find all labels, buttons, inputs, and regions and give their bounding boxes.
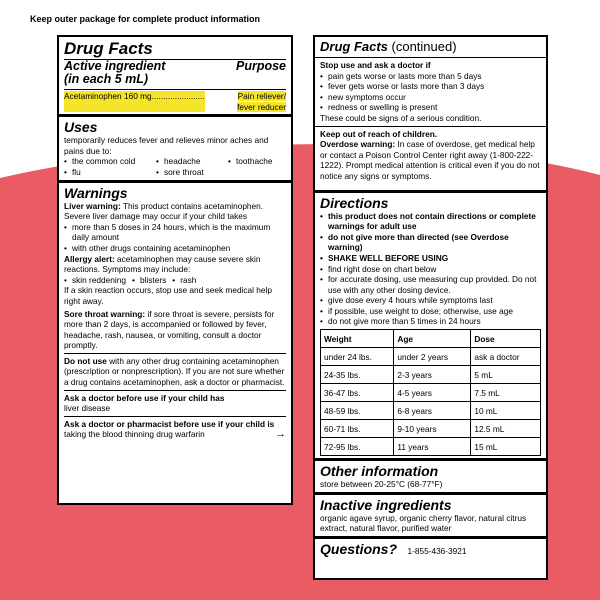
table-cell: 10 mL (471, 402, 541, 420)
drug-facts-panel-left (57, 35, 293, 505)
table-row (321, 420, 541, 438)
active-ingredient-section (59, 37, 291, 114)
purpose-heading: Purpose (235, 59, 286, 73)
questions-title: Questions? (320, 540, 398, 557)
table-cell: 15 mL (471, 438, 541, 456)
do-not-use-text: with any other drug containing acetaminophen (prescription or nonprescription). If you are not sure whether a drug contains acetaminophen, ask a doctor or pharmacist. (64, 355, 285, 388)
drug-facts-panel-right (313, 35, 548, 580)
table-cell: 12.5 mL (471, 420, 541, 438)
uses-item: • toothache (228, 156, 288, 167)
warnings-title: Warnings (64, 184, 128, 201)
table-cell: 4-5 years (394, 384, 471, 402)
directions-title: Directions (320, 194, 389, 211)
stop-use-item: • pain gets worse or lasts more than 5 days (320, 71, 541, 82)
table-cell: 2-3 years (394, 366, 471, 384)
uses-text: temporarily reduces fever and relieves minor aches and pains due to: (64, 135, 269, 156)
panel-title: Drug Facts (320, 39, 388, 54)
stop-use-item: • redness or swelling is present (320, 102, 541, 113)
sore-throat-text: if sore throat is severe, persists for more than 2 days, is accompanied or followed by fever, headache, rash, nausea, or vomiting, consult a doctor promptly. (64, 308, 275, 351)
active-ingredient-heading: Active ingredient (64, 59, 166, 73)
allergy-alert-text: acetaminophen may cause severe skin reactions. Symptoms may include: (64, 253, 261, 275)
do-not-use-section (64, 353, 286, 390)
ask-doctor-label: Ask a doctor before use if your child has (64, 392, 225, 403)
stop-use-after: These could be signs of a serious condition. (320, 112, 482, 123)
ingredient-text: Acetaminophen 160 mg....................... (64, 91, 205, 112)
uses-item: • flu (64, 167, 156, 178)
stop-use-label: Stop use and ask a doctor if (320, 60, 431, 70)
liver-bullet: • with other drugs containing acetaminophen (64, 243, 286, 254)
liver-warning-text: This product contains acetaminophen. Severe liver damage may occur if your child takes (64, 200, 264, 222)
table-cell: ask a doctor (471, 348, 541, 366)
table-row (321, 348, 541, 366)
sore-throat-label: Sore throat warning: (64, 308, 146, 319)
other-information-title: Other information (320, 463, 439, 480)
directions-item: • give dose every 4 hours while symptoms last (320, 295, 541, 306)
overdose-text: In case of overdose, get medical help or contact a Poison Control Center right away (1-800-222-1222). Prompt medical attention is critical even if you do not notice any signs or symptoms. (320, 139, 540, 181)
top-note: Keep outer package for complete product information (30, 14, 261, 24)
liver-warning-label: Liver warning: (64, 200, 121, 211)
directions-item: • if possible, use weight to dose; otherwise, use age (320, 306, 541, 317)
other-information-section (315, 458, 546, 492)
table-header: Dose (471, 330, 541, 348)
allergy-item: • rash (172, 275, 196, 286)
other-information-text: store between 20-25°C (68-77°F) (320, 479, 443, 490)
table-header-row (321, 330, 541, 348)
directions-item: • SHAKE WELL BEFORE USING (320, 253, 541, 264)
inactive-ingredients-text: organic agave syrup, organic cherry flavor, natural citrus extract, natural flavor, purified water (320, 512, 527, 534)
inactive-ingredients-section (315, 492, 546, 536)
uses-item: • headache (156, 156, 228, 167)
uses-item: • the common cold (64, 156, 156, 167)
directions-item: • for accurate dosing, use measuring cup provided. Do not use with any other dosing device. (320, 274, 541, 295)
ask-pharmacist-label: Ask a doctor or pharmacist before use if your child is (64, 418, 275, 429)
table-cell: 24-35 lbs. (321, 366, 394, 384)
directions-item: • do not give more than directed (see Overdose warning) (320, 232, 541, 253)
continued-header (315, 37, 546, 57)
table-cell: under 24 lbs. (321, 348, 394, 366)
overdose-label: Overdose warning: (320, 139, 396, 150)
ask-pharmacist-text: taking the blood thinning drug warfarin (64, 429, 205, 440)
purpose-line-1: Pain reliever/ (237, 91, 286, 101)
directions-section (315, 190, 546, 459)
table-row (321, 402, 541, 420)
table-cell: 5 mL (471, 366, 541, 384)
purpose-line-2: fever reducer (237, 101, 286, 112)
allergy-item: • skin reddening (64, 275, 126, 286)
stop-use-section (315, 57, 546, 126)
stop-use-item: • fever gets worse or lasts more than 3 days (320, 81, 541, 92)
allergy-alert-label: Allergy alert: (64, 253, 115, 264)
uses-item: • sore throat (156, 167, 228, 178)
table-cell: 72-95 lbs. (321, 438, 394, 456)
stop-use-item: • new symptoms occur (320, 92, 541, 103)
liver-bullet: • more than 5 doses in 24 hours, which is the maximum daily amount (64, 222, 286, 243)
questions-section (315, 536, 546, 561)
table-cell: 11 years (394, 438, 471, 456)
allergy-after: If a skin reaction occurs, stop use and seek medical help right away. (64, 285, 272, 306)
continued-label: (continued) (387, 39, 457, 54)
keep-out-label: Keep out of reach of children. (320, 128, 438, 139)
ask-doctor-text: liver disease (64, 403, 111, 414)
table-row (321, 384, 541, 402)
table-row (321, 438, 541, 456)
table-cell: under 2 years (394, 348, 471, 366)
table-cell: 7.5 mL (471, 384, 541, 402)
uses-title: Uses (64, 119, 98, 136)
panel-title: Drug Facts (64, 39, 153, 58)
warnings-section (59, 180, 291, 353)
dosing-table (320, 329, 541, 456)
continued-arrow-icon: → (275, 428, 286, 441)
allergy-item: • blisters (132, 275, 166, 286)
uses-section (59, 114, 291, 179)
questions-phone: 1-855-436-3921 (407, 545, 467, 556)
table-cell: 6-8 years (394, 402, 471, 420)
table-header: Weight (321, 330, 394, 348)
active-ingredient-sub: (in each 5 mL) (64, 72, 149, 86)
ask-doctor-section (64, 390, 286, 416)
directions-item: • find right dose on chart below (320, 264, 541, 275)
inactive-ingredients-title: Inactive ingredients (320, 496, 452, 513)
table-cell: 9-10 years (394, 420, 471, 438)
ask-pharmacist-section (64, 416, 286, 442)
directions-item: • do not give more than 5 times in 24 hours (320, 316, 541, 327)
table-header: Age (394, 330, 471, 348)
do-not-use-label: Do not use (64, 355, 107, 366)
table-cell: 36-47 lbs. (321, 384, 394, 402)
table-cell: 48-59 lbs. (321, 402, 394, 420)
directions-item: • this product does not contain directions or complete warnings for adult use (320, 211, 541, 232)
keep-out-section (315, 126, 546, 184)
table-cell: 60-71 lbs. (321, 420, 394, 438)
table-row (321, 366, 541, 384)
